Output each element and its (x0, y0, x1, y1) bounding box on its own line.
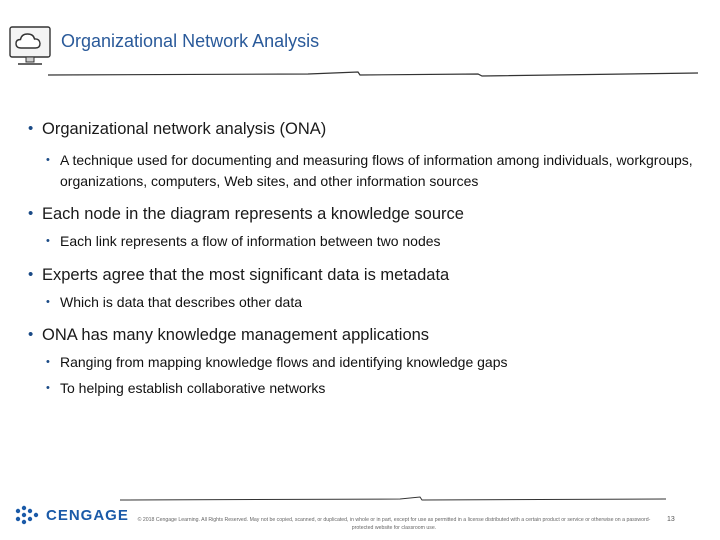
slide-title: Organizational Network Analysis (61, 31, 320, 51)
footer-rule (120, 494, 666, 504)
bullet-applications: • ONA has many knowledge management applications (28, 324, 698, 346)
sub-bullet-collaborative: • To helping establish collaborative networks (28, 378, 698, 399)
page-number: 13 (667, 516, 675, 523)
bullet-node: • Each node in the diagram represents a knowledge source (28, 203, 698, 225)
cloud-monitor-icon (7, 21, 57, 71)
sub-bullet-link: • Each link represents a flow of information between two nodes (28, 231, 698, 252)
title-underline (8, 66, 698, 80)
copyright-notice: © 2018 Cengage Learning. All Rights Reserved. May not be copied, scanned, or duplicated, in whole or in part, except for use as permitted in a license distributed with a certain product or service or otherwise on a password-protected website for classroom use. (137, 517, 651, 531)
sub-bullet-ona-definition: • A technique used for documenting and measuring flows of information among individuals, workgroups, organizations, computers, Web sites, and other information sources (28, 150, 698, 191)
sub-bullet-mapping: • Ranging from mapping knowledge flows and identifying knowledge gaps (28, 352, 698, 373)
bullet-ona: • Organizational network analysis (ONA) (28, 118, 698, 140)
sub-bullet-metadata-definition: • Which is data that describes other data (28, 292, 698, 313)
bullet-metadata: • Experts agree that the most significant data is metadata (28, 264, 698, 286)
slide-content (28, 118, 698, 398)
brand-name: CENGAGE (46, 507, 129, 524)
